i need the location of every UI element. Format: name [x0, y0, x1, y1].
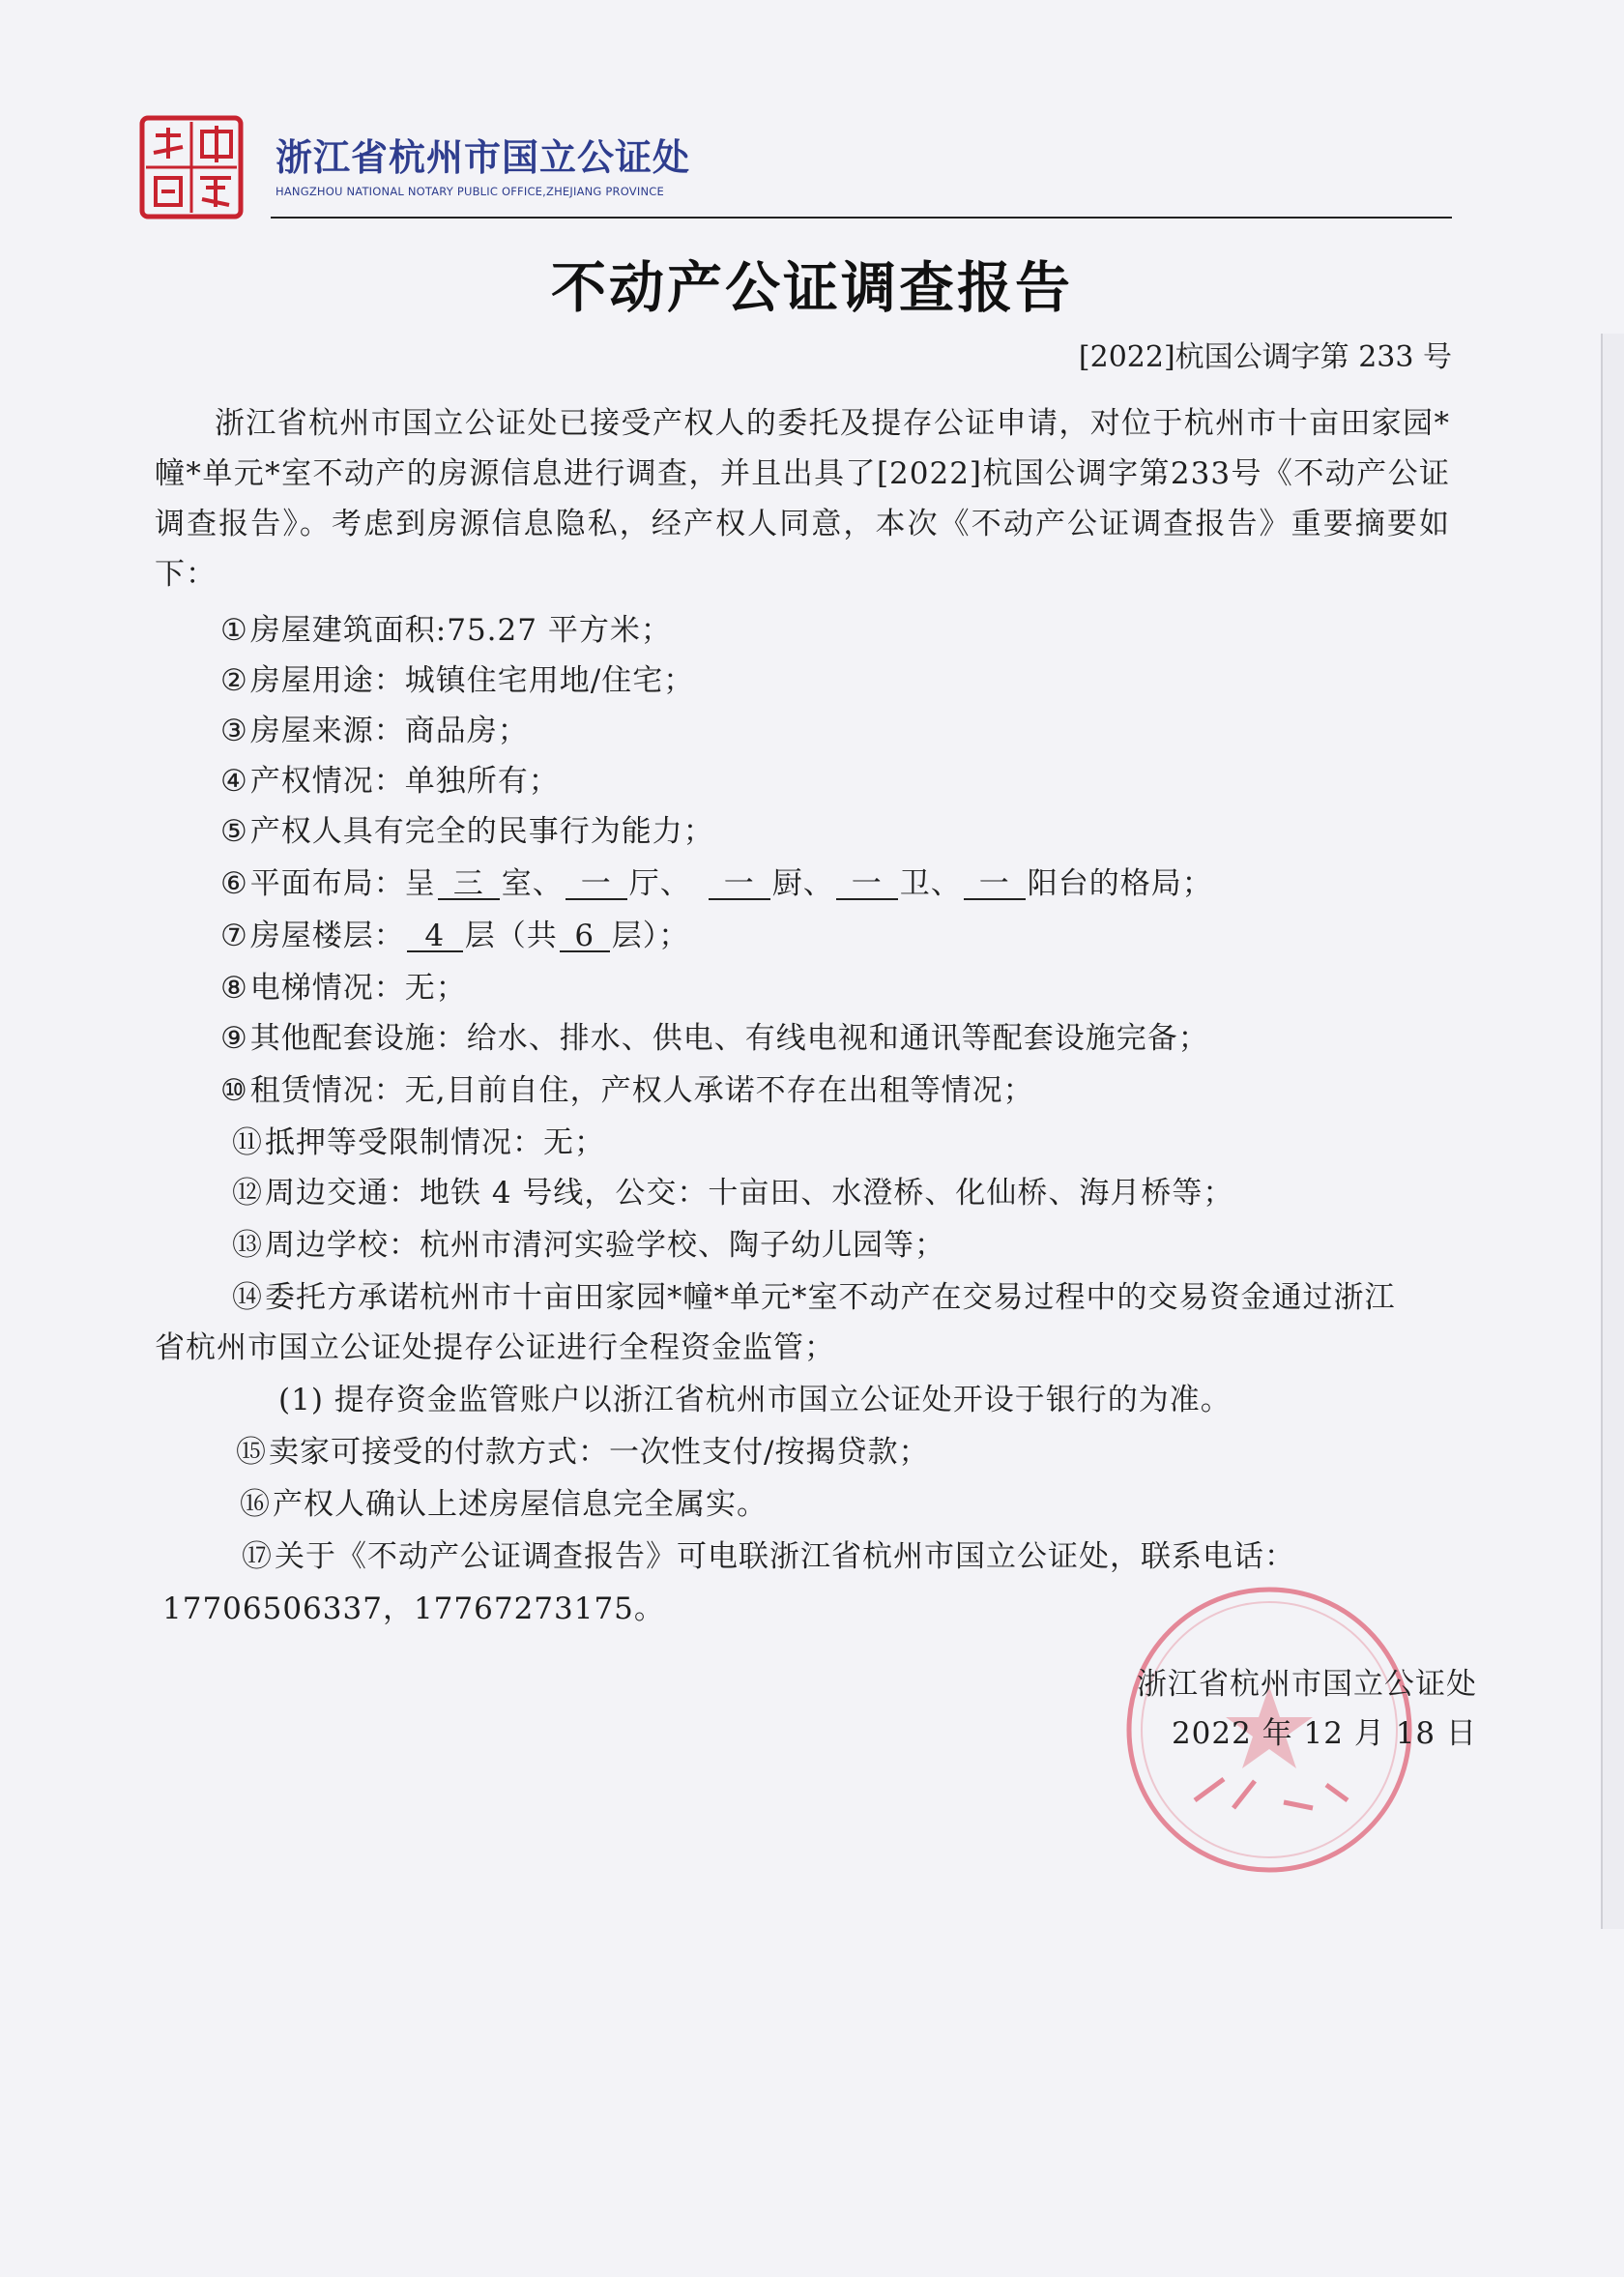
list-item-16: ⑯产权人确认上述房屋信息完全属实。 — [240, 1487, 768, 1522]
list-item-7-floor: ⑦房屋楼层： 4 层（共 6 层）； — [220, 919, 690, 953]
office-name-en: HANGZHOU NATIONAL NOTARY PUBLIC OFFICE,ZHEJIANG PROVINCE — [276, 185, 664, 198]
list-item-8: ⑧电梯情况：无； — [220, 971, 467, 1006]
list-item-3: ③房屋来源：商品房； — [220, 714, 529, 748]
list-item-13: ⑬周边学校：杭州市清河实验学校、陶子幼儿园等； — [232, 1228, 945, 1263]
contact-phones: 17706506337，17767273175。 — [162, 1591, 665, 1626]
list-item-14-sub: (1) 提存资金监管账户以浙江省杭州市国立公证处开设于银行的为准。 — [278, 1383, 1232, 1417]
list-item-5: ⑤产权人具有完全的民事行为能力； — [220, 814, 714, 849]
list-item-10: ⑩租赁情况：无,目前自住，产权人承诺不存在出租等情况； — [220, 1073, 1034, 1108]
list-item-11: ⑪抵押等受限制情况：无； — [232, 1125, 605, 1160]
header-divider — [271, 217, 1452, 219]
kitchens-value: 一 — [709, 869, 770, 900]
signature-office: 浙江省杭州市国立公证处 — [1137, 1667, 1477, 1702]
halls-value: 一 — [566, 869, 627, 900]
list-item-2: ②房屋用途：城镇住宅用地/住宅； — [220, 663, 695, 698]
list-item-6-layout: ⑥平面布局：呈 三 室、 一 厅、 一 厨、 一 卫、 一 阳台的格局； — [220, 866, 1213, 901]
rooms-value: 三 — [438, 869, 500, 900]
list-item-14: ⑭委托方承诺杭州市十亩田家园*幢*单元*室不动产在交易过程中的交易资金通过浙江 — [232, 1280, 1396, 1315]
list-item-17: ⑰关于《不动产公证调查报告》可电联浙江省杭州市国立公证处，联系电话： — [242, 1539, 1295, 1574]
office-name-cn: 浙江省杭州市国立公证处 — [276, 135, 691, 179]
document-number: [2022]杭国公调字第 233 号 — [1078, 340, 1452, 374]
total-floors-value: 6 — [560, 921, 610, 952]
intro-paragraph: 浙江省杭州市国立公证处已接受产权人的委托及提存公证申请，对位于杭州市十亩田家园*幢*单元*室不动产的房源信息进行调查，并且出具了[2022]杭国公调字第233号《不动产公证调查报告》。考虑到房源信息隐私，经产权人同意，本次《不动产公证调查报告》重要摘要如下： — [155, 406, 1450, 592]
list-item-15: ⑮卖家可接受的付款方式：一次性支付/按揭贷款； — [236, 1435, 930, 1470]
list-item-12: ⑫周边交通：地铁 4 号线，公交：十亩田、水澄桥、化仙桥、海月桥等； — [232, 1176, 1234, 1211]
notary-logo-icon — [138, 114, 245, 220]
list-item-9: ⑨其他配套设施：给水、排水、供电、有线电视和通讯等配套设施完备； — [220, 1021, 1209, 1056]
scan-page-edge — [1601, 334, 1624, 1929]
baths-value: 一 — [836, 869, 898, 900]
list-item-14-continued: 省杭州市国立公证处提存公证进行全程资金监管； — [155, 1330, 835, 1365]
floor-value: 4 — [407, 921, 463, 952]
signature-date: 2022 年 12 月 18 日 — [1171, 1716, 1477, 1751]
document-title: 不动产公证调查报告 — [551, 256, 1073, 320]
list-item-1: ①房屋建筑面积:75.27 平方米； — [220, 613, 672, 648]
list-item-4: ④产权情况：单独所有； — [220, 764, 560, 799]
balconies-value: 一 — [964, 869, 1026, 900]
